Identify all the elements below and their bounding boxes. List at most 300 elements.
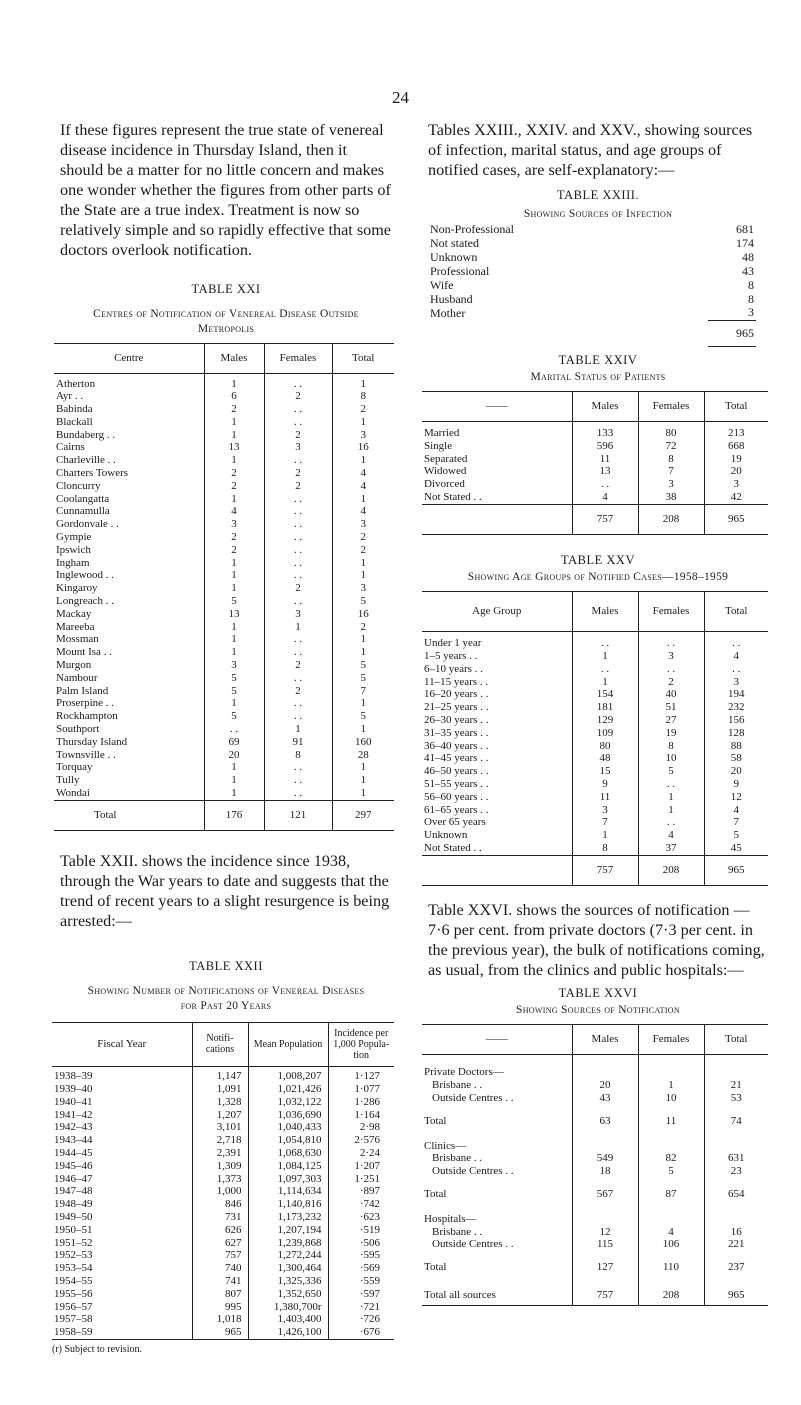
t26-grand-total-label: Total all sources [424, 1289, 496, 1302]
table-row [54, 429, 394, 442]
t21-total: 1 [332, 761, 394, 774]
t26-spacer-row [422, 1274, 768, 1286]
table-row [52, 1147, 394, 1160]
table-row [54, 378, 394, 391]
t22-year-label: 1958–59 [54, 1326, 93, 1339]
t21-males: 1 [204, 429, 264, 442]
t26-spacer [638, 1054, 704, 1066]
t26-spacer [422, 1178, 572, 1188]
t26-total: 221 [704, 1238, 768, 1251]
table-row [428, 292, 756, 306]
t22-year [52, 1121, 192, 1134]
table-row [52, 1301, 394, 1314]
table-row [52, 1185, 394, 1198]
t21-males: 5 [204, 595, 264, 608]
t21-header-total: Total [332, 344, 394, 374]
t25-total: 128 [704, 727, 768, 740]
t21-females: 91 [264, 736, 332, 749]
t22-population: 1,140,816 [248, 1198, 328, 1211]
table-row [422, 842, 768, 855]
right-column [424, 120, 768, 1306]
t25-males: 3 [572, 804, 638, 817]
t22-notifications: 3,101 [192, 1121, 248, 1134]
t21-centre: Ayr . . [56, 390, 84, 403]
t25-total-row [422, 855, 768, 885]
t24-total-males: 757 [572, 504, 638, 534]
t22-year-label: 1942–43 [54, 1121, 93, 1134]
t22-year-label: 1950–51 [54, 1223, 93, 1236]
t22-year-label: 1954–55 [54, 1275, 93, 1288]
table-row [422, 752, 768, 765]
t24-total: 20 [704, 465, 768, 478]
t21-females: . . [264, 403, 332, 416]
t22-year [52, 1185, 192, 1198]
t25-males: 8 [572, 842, 638, 855]
table-row [54, 480, 394, 493]
t26-subtotal-row [422, 1115, 768, 1128]
t26-grand-total-total: 965 [704, 1286, 768, 1306]
t22-year-label: 1941–42 [54, 1108, 93, 1121]
t21-centre: Thursday Island [56, 735, 128, 748]
t21-centre: Atherton [56, 377, 96, 390]
t21-females: . . [264, 646, 332, 659]
t24-total-total: 965 [704, 504, 768, 534]
t25-label: 41–45 years . . [424, 752, 489, 765]
table-row [422, 453, 768, 466]
t24-total: 42 [704, 491, 768, 504]
t26-group-blank [704, 1066, 768, 1079]
t25-total: 58 [704, 752, 768, 765]
t26-subtotal-total: 74 [704, 1115, 768, 1128]
t23-count: 8 [748, 291, 754, 306]
t21-centre: Coolangatta [56, 492, 110, 505]
t26-header-females: Females [638, 1024, 704, 1054]
t26-subtotal-females: 110 [638, 1261, 704, 1274]
t22-year [52, 1160, 192, 1173]
t22-notifications: 2,391 [192, 1147, 248, 1160]
t23-source: Non-Professional [430, 222, 514, 236]
t21-total: 2 [332, 403, 394, 416]
t26-spacer [704, 1201, 768, 1213]
t24-females: 8 [638, 453, 704, 466]
table-row [422, 637, 768, 650]
table-row [54, 749, 394, 762]
page-number: 24 [392, 88, 409, 107]
t25-total: 9 [704, 778, 768, 791]
t25-label: 51–55 years . . [424, 778, 489, 791]
table-24 [422, 391, 768, 535]
t21-females: . . [264, 672, 332, 685]
table-row [52, 1134, 394, 1147]
t23-source: Mother [430, 306, 466, 320]
table-25-subtitle: Showing Age Groups of Notified Cases—1958–1959 [467, 570, 729, 583]
t21-females: . . [264, 710, 332, 723]
t21-centre: Kingaroy [56, 582, 98, 595]
table-22-subtitle: Showing Number of Notifications of Venereal Diseases for Past 20 Years [87, 984, 365, 1012]
t22-notifications: 741 [192, 1275, 248, 1288]
t25-males: 1 [572, 650, 638, 663]
t21-males: 1 [204, 646, 264, 659]
t26-grand-total-row [422, 1286, 768, 1306]
table-row [428, 222, 756, 236]
t26-subtotal-females: 11 [638, 1115, 704, 1128]
t21-females: . . [264, 416, 332, 429]
table-row [422, 804, 768, 817]
t26-males: 18 [572, 1165, 638, 1178]
t26-group-label-row [422, 1066, 768, 1079]
t25-males: . . [572, 637, 638, 650]
t25-label: 16–20 years . . [424, 688, 489, 701]
t21-females: . . [264, 378, 332, 391]
t26-spacer-row [422, 1201, 768, 1213]
t21-females: 2 [264, 467, 332, 480]
t25-total: 7 [704, 816, 768, 829]
table-row [52, 1237, 394, 1250]
t26-subtotal-total: 654 [704, 1188, 768, 1201]
table-row [54, 544, 394, 557]
t22-year-label: 1943–44 [54, 1134, 93, 1147]
t26-spacer [572, 1054, 638, 1066]
t26-total: 53 [704, 1092, 768, 1105]
t22-notifications: 740 [192, 1262, 248, 1275]
table-row [422, 1152, 768, 1165]
t26-spacer [572, 1274, 638, 1286]
t26-grand-total-males: 757 [572, 1286, 638, 1306]
t26-group-blank [638, 1066, 704, 1079]
t26-spacer [422, 1251, 572, 1261]
t25-total: 3 [704, 676, 768, 689]
t22-year-label: 1947–48 [54, 1185, 93, 1198]
t21-females: . . [264, 697, 332, 710]
t26-spacer [704, 1251, 768, 1261]
t24-label: Separated [424, 452, 468, 465]
t22-year-label: 1955–56 [54, 1287, 93, 1300]
table-row [52, 1288, 394, 1301]
t21-females: 2 [264, 659, 332, 672]
table-row [422, 1165, 768, 1178]
table-row [54, 633, 394, 646]
t24-label: Married [424, 427, 460, 439]
table-row [54, 621, 394, 634]
table-row [54, 390, 394, 403]
t22-notifications: 965 [192, 1326, 248, 1339]
t21-centre: Torquay [56, 761, 93, 774]
t21-centre: Palm Island [56, 684, 109, 697]
t22-notifications: 626 [192, 1224, 248, 1237]
t26-spacer [638, 1128, 704, 1140]
t25-total: . . [704, 663, 768, 676]
t21-males: 1 [204, 416, 264, 429]
t21-centre: Cloncurry [56, 479, 101, 492]
t26-group-blank [572, 1213, 638, 1226]
t22-incidence: 1·077 [328, 1083, 394, 1096]
t22-year [52, 1313, 192, 1326]
t22-incidence: ·597 [328, 1288, 394, 1301]
t21-total: 4 [332, 480, 394, 493]
t21-centre: Mackay [56, 607, 92, 620]
t25-label: 56–60 years . . [424, 790, 489, 803]
t22-population: 1,380,700r [248, 1301, 328, 1314]
table-row [422, 727, 768, 740]
t24-females: 38 [638, 491, 704, 504]
t22-incidence: 1·251 [328, 1173, 394, 1186]
t26-subtotal-females: 87 [638, 1188, 704, 1201]
t22-notifications: 1,018 [192, 1313, 248, 1326]
table-22-title: TABLE XXII [189, 958, 263, 973]
t22-incidence: ·897 [328, 1185, 394, 1198]
t22-year [52, 1083, 192, 1096]
t22-year [52, 1134, 192, 1147]
table-row [52, 1262, 394, 1275]
t22-year [52, 1070, 192, 1083]
t24-total-row [422, 504, 768, 534]
t26-males: 549 [572, 1152, 638, 1165]
t23-source: Wife [430, 278, 454, 292]
t22-notifications: 1,328 [192, 1096, 248, 1109]
t21-females: . . [264, 633, 332, 646]
t22-population: 1,207,194 [248, 1224, 328, 1237]
t26-subtotal-row [422, 1188, 768, 1201]
table-row [54, 761, 394, 774]
t21-total: 1 [332, 557, 394, 570]
t26-subtotal-label: Total [424, 1187, 447, 1200]
t21-centre: Mossman [56, 633, 99, 646]
t26-males: 20 [572, 1079, 638, 1092]
t22-population: 1,084,125 [248, 1160, 328, 1173]
t23-source: Unknown [430, 250, 478, 264]
t25-males: . . [572, 663, 638, 676]
t26-males: 12 [572, 1226, 638, 1239]
table-26-title: TABLE XXVI [558, 985, 638, 1000]
t23-count: 3 [748, 305, 754, 320]
table-row [54, 723, 394, 736]
t25-females: 27 [638, 714, 704, 727]
t21-centre: Southport [56, 723, 100, 736]
table-26 [422, 1024, 768, 1307]
t22-incidence: ·623 [328, 1211, 394, 1224]
t25-total-females: 208 [638, 855, 704, 885]
t21-females: 1 [264, 621, 332, 634]
t21-centre: Inglewood . . [56, 569, 115, 582]
t26-subtotal-row [422, 1261, 768, 1274]
t21-males: 2 [204, 544, 264, 557]
t21-males: . . [204, 723, 264, 736]
t21-total: 1 [332, 646, 394, 659]
t21-females: . . [264, 787, 332, 800]
t26-spacer [638, 1274, 704, 1286]
t21-males: 1 [204, 761, 264, 774]
table-row [54, 697, 394, 710]
t21-total: 16 [332, 608, 394, 621]
table-row [422, 427, 768, 440]
t22-year-label: 1948–49 [54, 1198, 93, 1211]
t25-label: Unknown [424, 829, 468, 842]
t21-centre: Mount Isa . . [56, 646, 112, 659]
t22-population: 1,036,690 [248, 1109, 328, 1122]
table-row [54, 608, 394, 621]
t22-year-label: 1956–57 [54, 1300, 93, 1313]
t25-header-males: Males [572, 591, 638, 631]
t26-label: Brisbane . . [432, 1152, 483, 1165]
t26-group-label-row [422, 1213, 768, 1226]
t24-males: . . [572, 478, 638, 491]
table-23 [428, 222, 756, 347]
t25-total-blank [422, 855, 572, 885]
table-row [54, 557, 394, 570]
t21-total-males: 176 [204, 800, 264, 830]
t22-population: 1,426,100 [248, 1326, 328, 1339]
table-row [52, 1198, 394, 1211]
t25-total: . . [704, 637, 768, 650]
table-row [52, 1173, 394, 1186]
table-row [54, 493, 394, 506]
t21-males: 5 [204, 710, 264, 723]
t24-females: 72 [638, 440, 704, 453]
t24-females: 3 [638, 478, 704, 491]
t22-year-label: 1945–46 [54, 1159, 93, 1172]
t21-males: 5 [204, 685, 264, 698]
t25-label: 1–5 years . . [424, 650, 478, 663]
t22-year [52, 1288, 192, 1301]
t22-incidence: ·721 [328, 1301, 394, 1314]
t21-total: 5 [332, 659, 394, 672]
t21-males: 2 [204, 480, 264, 493]
t24-total-blank [422, 504, 572, 534]
t21-total: 1 [332, 493, 394, 506]
t26-spacer-row [422, 1178, 768, 1188]
table-row [428, 306, 756, 320]
t22-incidence: ·519 [328, 1224, 394, 1237]
t22-incidence: 2·98 [328, 1121, 394, 1134]
table-26-subtitle: Showing Sources of Notification [516, 1003, 680, 1016]
t21-total: 3 [332, 518, 394, 531]
t26-total: 23 [704, 1165, 768, 1178]
t22-population: 1,352,650 [248, 1288, 328, 1301]
t25-males: 1 [572, 829, 638, 842]
t21-centre: Longreach . . [56, 595, 115, 608]
t21-total: 2 [332, 531, 394, 544]
t21-total: 160 [332, 736, 394, 749]
table-row [54, 672, 394, 685]
table-row [54, 518, 394, 531]
t22-year [52, 1211, 192, 1224]
table-row [422, 765, 768, 778]
t22-population: 1,325,336 [248, 1275, 328, 1288]
t21-centre: Bundaberg . . [56, 428, 116, 441]
table-row [54, 595, 394, 608]
table-row [52, 1211, 394, 1224]
t22-incidence: ·506 [328, 1237, 394, 1250]
t21-females: 8 [264, 749, 332, 762]
table-21-title: TABLE XXI [191, 282, 261, 296]
t26-group-label: Clinics— [424, 1139, 467, 1152]
t21-females: . . [264, 505, 332, 518]
t26-spacer [422, 1105, 572, 1115]
t23-source: Professional [430, 264, 490, 278]
table-21-subtitle: Centres of Notification of Venereal Disease Outside Metropolis [93, 308, 359, 335]
t26-subtotal-label: Total [424, 1114, 447, 1127]
t26-spacer [422, 1201, 572, 1213]
t24-males: 133 [572, 427, 638, 440]
table-row [54, 569, 394, 582]
t21-females: 2 [264, 390, 332, 403]
table-row [52, 1313, 394, 1326]
t21-total: 1 [332, 454, 394, 467]
t21-total: 1 [332, 723, 394, 736]
t26-label: Outside Centres . . [432, 1238, 514, 1251]
table-row [54, 416, 394, 429]
t26-spacer [704, 1128, 768, 1140]
t25-females: 37 [638, 842, 704, 855]
table-row [428, 278, 756, 292]
t25-label: 21–25 years . . [424, 701, 489, 714]
t26-spacer [704, 1054, 768, 1066]
t21-males: 6 [204, 390, 264, 403]
t22-notifications: 1,309 [192, 1160, 248, 1173]
t21-centre: Blackall [56, 415, 93, 428]
t26-grand-total-females: 208 [638, 1286, 704, 1306]
table-23-title: TABLE XXIII. [556, 188, 640, 202]
t26-females: 106 [638, 1238, 704, 1251]
t21-males: 2 [204, 403, 264, 416]
t21-total: 1 [332, 416, 394, 429]
table-row [422, 688, 768, 701]
t22-header-notifications: Notifi-cations [192, 1022, 248, 1066]
table-row [52, 1275, 394, 1288]
table-row [54, 505, 394, 518]
t22-year [52, 1173, 192, 1186]
t21-males: 4 [204, 505, 264, 518]
t22-year-label: 1944–45 [54, 1147, 93, 1160]
table-row [422, 829, 768, 842]
t21-centre: Ingham [56, 556, 90, 569]
t23-total: 965 [708, 320, 756, 346]
t21-males: 3 [204, 659, 264, 672]
t26-total: 631 [704, 1152, 768, 1165]
t21-centre: Tully [56, 774, 80, 787]
t26-total: 21 [704, 1079, 768, 1092]
t22-notifications: 1,373 [192, 1173, 248, 1186]
t21-total: 8 [332, 390, 394, 403]
t25-label: 31–35 years . . [424, 726, 489, 739]
t25-label: 6–10 years . . [424, 662, 483, 675]
t22-population: 1,054,810 [248, 1134, 328, 1147]
t25-males: 11 [572, 791, 638, 804]
table-row [54, 582, 394, 595]
t21-males: 2 [204, 467, 264, 480]
t26-subtotal-total: 237 [704, 1261, 768, 1274]
t21-males: 2 [204, 531, 264, 544]
t21-centre: Charters Towers [56, 467, 129, 480]
t22-notifications: 995 [192, 1301, 248, 1314]
t21-total: 1 [332, 697, 394, 710]
t22-year-label: 1938–39 [54, 1070, 93, 1083]
t25-males: 9 [572, 778, 638, 791]
t22-year [52, 1237, 192, 1250]
t21-total: 28 [332, 749, 394, 762]
t22-notifications: 807 [192, 1288, 248, 1301]
t21-total: 3 [332, 582, 394, 595]
t21-males: 1 [204, 454, 264, 467]
t21-centre: Mareeba [56, 620, 95, 633]
t21-centre: Rockhampton [56, 710, 118, 723]
t21-females: 1 [264, 723, 332, 736]
t25-label: 26–30 years . . [424, 714, 489, 727]
table-row [422, 491, 768, 504]
table-25-title: TABLE XXV [561, 552, 635, 567]
table-row [422, 791, 768, 804]
table-row [52, 1249, 394, 1262]
